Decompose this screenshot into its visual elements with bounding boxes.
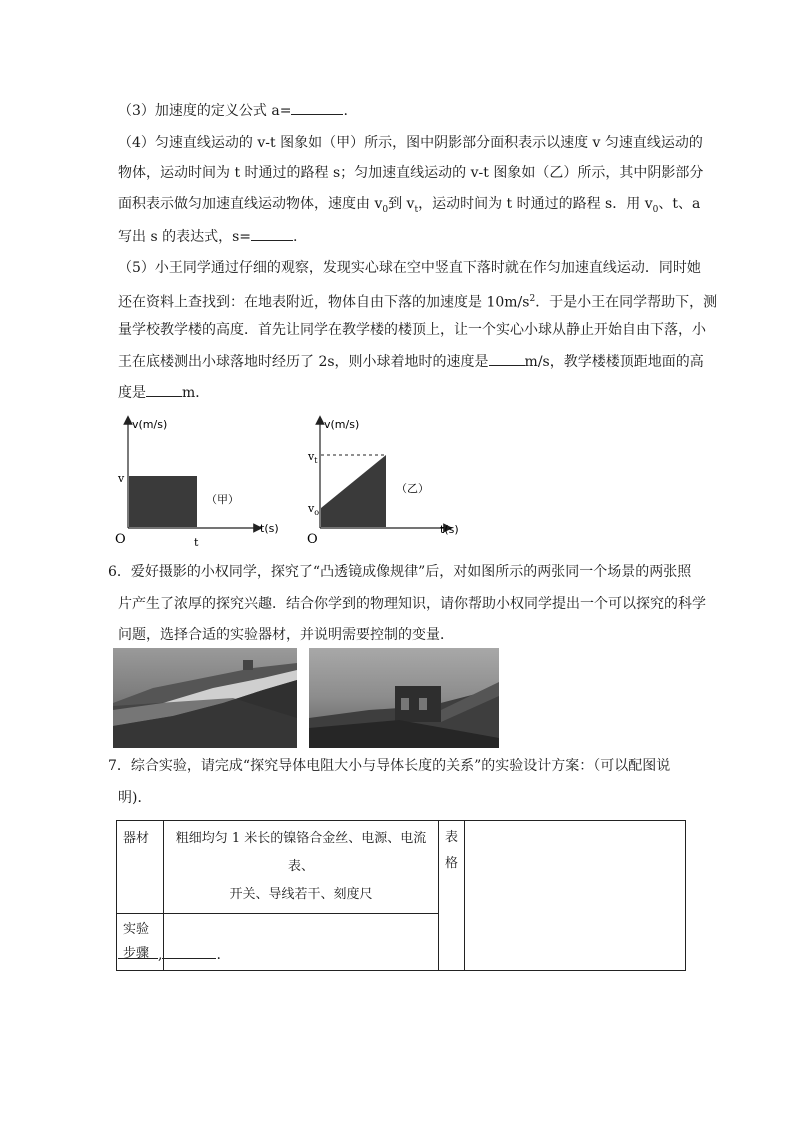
great-wall-photo-wide — [113, 648, 297, 748]
equipment-text-line2: 开关、导线若干、刻度尺 — [229, 887, 373, 902]
period: . — [216, 947, 221, 963]
caption: （乙） — [396, 482, 429, 495]
q5-part4-line3 — [118, 194, 700, 220]
form-label-2: 格 — [445, 856, 459, 871]
q6-line2: 片产生了浓厚的探究兴趣．结合你学到的物理知识，请你帮助小权同学提出一个可以探究的科学 — [118, 596, 706, 612]
q5-part4-line4 — [118, 226, 297, 247]
form-label-cell — [439, 821, 465, 971]
vt-tick: $v_t$ — [308, 450, 318, 465]
q5-part4-line2: 物体，运动时间为 t 时通过的路程 s；匀加速直线运动的 v-t 图象如（乙）所示，其中阴影部分 — [118, 165, 704, 181]
q5-part3 — [118, 100, 348, 121]
answer-blank[interactable] — [291, 100, 343, 115]
steps-label-1: 实验 — [123, 922, 150, 937]
q7-line2: 明)． — [118, 790, 152, 806]
q5-part4-line1: （4）匀速直线运动的 v-t 图象如（甲）所示，图中阴影部分面积表示以速度 v 匀速直线运动的 — [118, 135, 703, 151]
period: . — [343, 103, 348, 119]
steps-label-2: 步骤 — [123, 946, 150, 961]
v0-tick: $v_o$ — [308, 502, 320, 517]
form-answer-cell[interactable] — [465, 821, 686, 971]
shaded-trapezoid — [321, 455, 386, 527]
caption: （甲） — [206, 493, 239, 506]
graph-yi — [300, 412, 480, 552]
graph-jia — [110, 412, 290, 552]
answer-blank[interactable] — [251, 226, 293, 241]
q5-part5-line1: （5）小王同学通过仔细的观察，发现实心球在空中竖直下落时就在作匀加速直线运动．同时她 — [118, 260, 701, 276]
subscript: t — [414, 204, 419, 215]
text: 还在资料上查找到：在地表附近，物体自由下落的加速度是 10m/s — [118, 294, 530, 311]
x-axis-label: t(s) — [440, 523, 459, 536]
origin: O — [115, 532, 126, 547]
text: 、t、a — [658, 196, 701, 212]
x-axis-label: t(s) — [260, 522, 279, 535]
q5-part5-line3: 量学校教学楼的高度．首先让同学在教学楼的楼顶上，让一个实心小球从静止开始自由下落，小 — [118, 322, 706, 338]
photo-scene — [309, 648, 499, 748]
v-tick: v — [118, 472, 125, 485]
answer-blank[interactable] — [146, 382, 182, 397]
comma: , — [158, 947, 163, 963]
answer-blank[interactable] — [118, 944, 158, 959]
great-wall-photo-close — [309, 648, 499, 748]
text: 度是 — [118, 385, 146, 401]
answer-blank[interactable] — [162, 944, 216, 959]
q7-line1: 7．综合实验，请完成“探究导体电阻大小与导体长度的关系”的实验设计方案：（可以配图说 — [108, 758, 671, 774]
text: 到 v — [388, 196, 415, 212]
t-tick: t — [194, 536, 199, 549]
text: m． — [182, 385, 210, 401]
equipment-cell — [164, 821, 439, 914]
text: 写出 s 的表达式，s= — [118, 229, 251, 245]
text: ．于是小王在同学帮助下，测 — [535, 294, 718, 311]
y-axis-label: v(m/s) — [324, 418, 360, 431]
shaded-area — [129, 476, 197, 527]
form-label-1: 表 — [445, 830, 459, 845]
photo-scene — [113, 648, 297, 748]
text: ，运动时间为 t 时通过的路程 s．用 v — [418, 196, 653, 212]
origin: O — [307, 532, 318, 547]
q5-part5-line2 — [118, 289, 717, 313]
answer-blank[interactable] — [489, 351, 525, 366]
equipment-label-cell — [117, 821, 164, 914]
subscript: 0 — [652, 204, 659, 215]
equipment-text-line1: 粗细均匀 1 米长的镍铬合金丝、电源、电流表、 — [175, 831, 427, 874]
y-axis-label: v(m/s) — [132, 418, 168, 431]
q7-answer-line — [118, 944, 221, 965]
period: . — [293, 229, 298, 245]
q5-part5-line5 — [118, 382, 209, 403]
text: 王在底楼测出小球落地时经历了 2s，则小球着地时的速度是 — [118, 354, 489, 370]
q6-line3: 问题，选择合适的实验器材，并说明需要控制的变量． — [118, 627, 454, 643]
text: m/s，教学楼楼顶距地面的高 — [524, 354, 704, 370]
text: 面积表示做匀加速直线运动物体，速度由 v — [118, 196, 383, 212]
equipment-label: 器材 — [123, 831, 150, 846]
superscript: 2 — [529, 294, 536, 304]
q5-part5-line4 — [118, 351, 704, 372]
q6-line1: 6．爱好摄影的小权同学，探究了“凸透镜成像规律”后，对如图所示的两张同一个场景的两张照 — [108, 564, 692, 580]
subscript: 0 — [382, 204, 389, 215]
part3-text: （3）加速度的定义公式 a= — [118, 103, 292, 119]
